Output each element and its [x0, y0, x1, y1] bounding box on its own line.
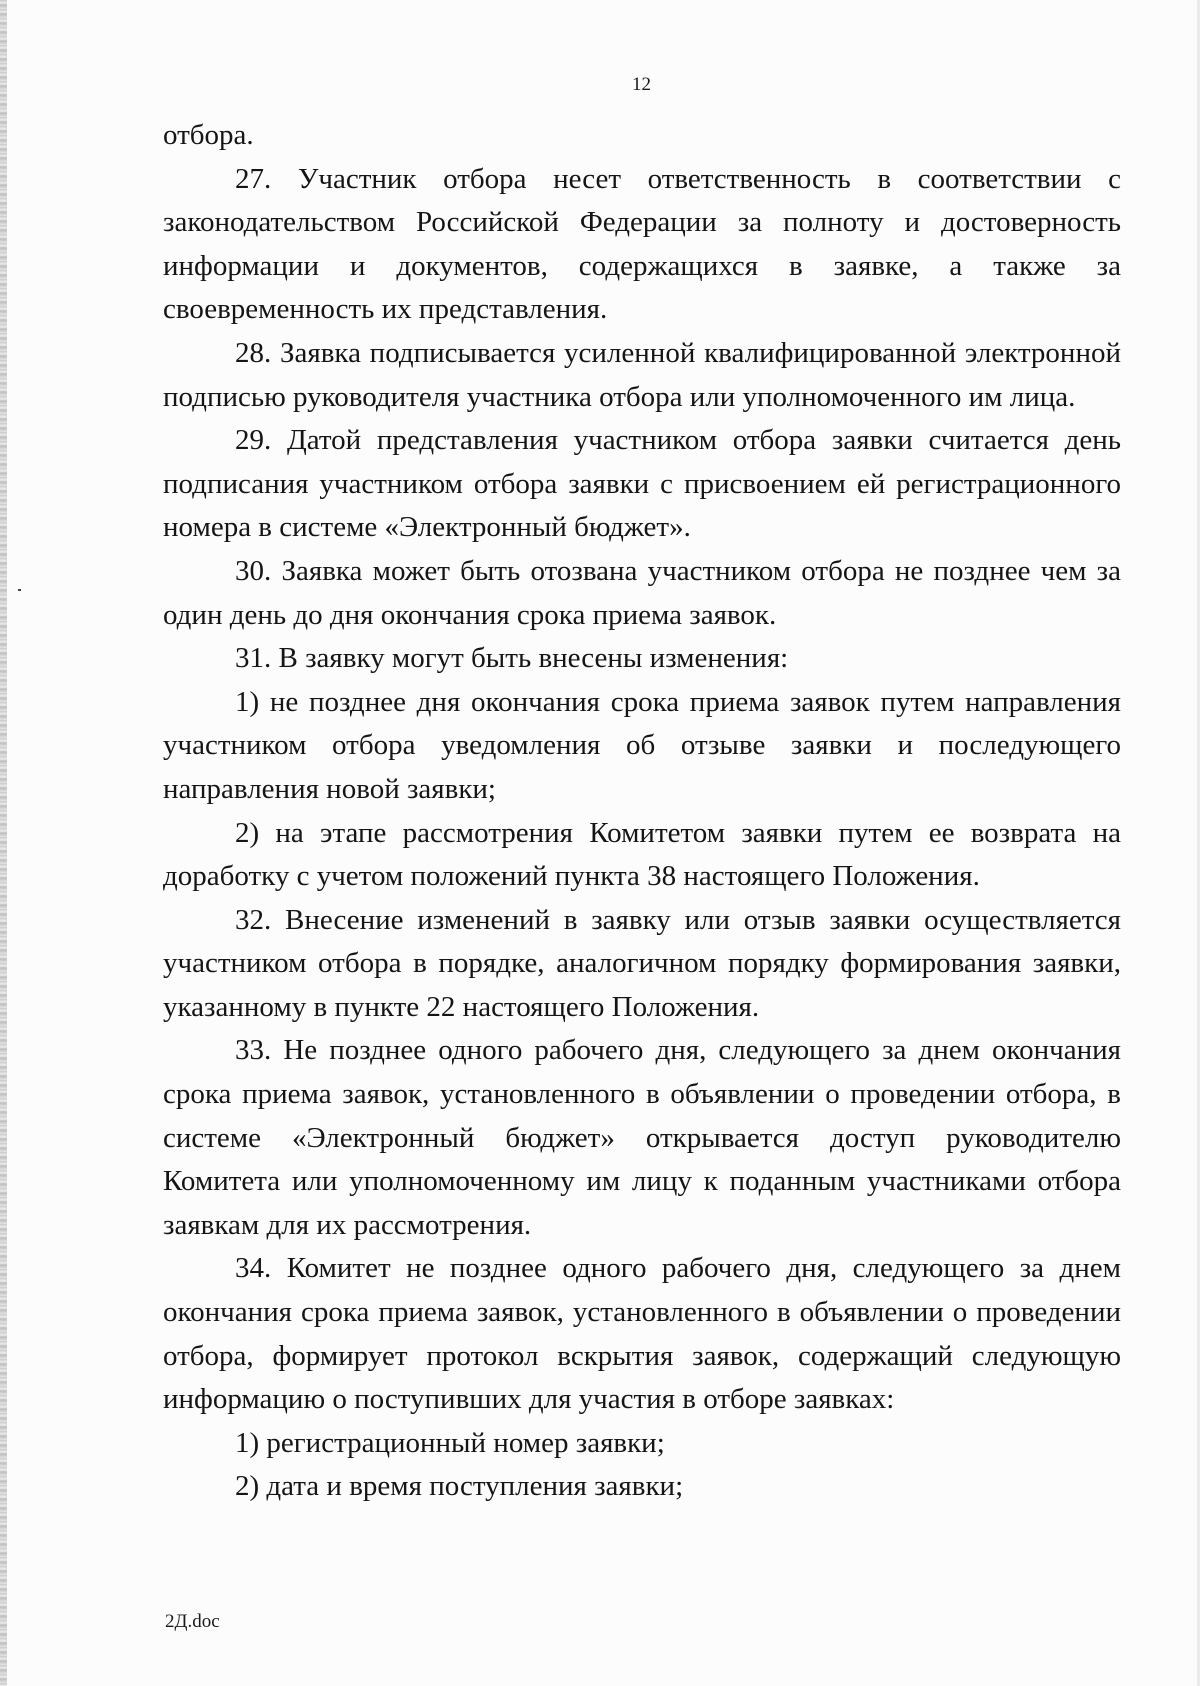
paragraph-34: 34. Комитет не позднее одного рабочего дня, следующего за днем окончания срока приема заявок, установленного в объявлении о проведении отбора, формирует протокол вскрытия заявок, содержащий следующую информацию о поступивших для участия в отборе заявках: — [163, 1252, 1121, 1416]
paragraph-31-item-1: 1) не позднее дня окончания срока приема заявок путем направления участником отбора уведомления об отзыве заявки и последующего направления новой заявки; — [163, 685, 1121, 805]
paragraph-33: 33. Не позднее одного рабочего дня, следующего за днем окончания срока приема заявок, установленного в объявлении о проведении отбора, в системе «Электронный бюджет» открывается доступ руководителю Комитета или уполномоченному им лицу к поданным участниками отбора заявкам для их рассмотрения. — [163, 1034, 1121, 1241]
paragraph-31: 31. В заявку могут быть внесены изменения: — [235, 642, 789, 675]
paragraph-32: 32. Внесение изменений в заявку или отзыв заявки осуществляется участником отбора в порядке, аналогичном порядку формирования заявки, указанному в пункте 22 настоящего Положения. — [163, 903, 1121, 1023]
footer-filename: 2Д.doc — [165, 1611, 220, 1632]
paragraph-continuation: отбора. — [163, 119, 254, 151]
paragraph-28: 28. Заявка подписывается усиленной квалифицированной электронной подписью руководителя участника отбора или уполномоченного им лица. — [163, 336, 1121, 413]
document-body — [163, 114, 1121, 1509]
paragraph-27: 27. Участник отбора несет ответственность в соответствии с законодательством Российской Федерации за полноту и достоверность информации и документов, содержащихся в заявке, а также за своевременность их представления. — [163, 162, 1121, 326]
scan-left-edge — [0, 0, 7, 1686]
paragraph-30: 30. Заявка может быть отозвана участником отбора не позднее чем за один день до дня окончания срока приема заявок. — [163, 554, 1121, 631]
stray-scan-mark — [18, 589, 21, 591]
paragraph-34-item-2: 2) дата и время поступления заявки; — [235, 1470, 684, 1503]
paragraph-34-item-1: 1) регистрационный номер заявки; — [235, 1426, 665, 1459]
page-number: 12 — [632, 74, 651, 95]
paragraph-31-item-2: 2) на этапе рассмотрения Комитетом заявки путем ее возврата на доработку с учетом положений пункта 38 настоящего Положения. — [163, 816, 1121, 893]
paragraph-29: 29. Датой представления участником отбора заявки считается день подписания участником отбора заявки с присвоением ей регистрационного номера в системе «Электронный бюджет». — [163, 424, 1121, 544]
